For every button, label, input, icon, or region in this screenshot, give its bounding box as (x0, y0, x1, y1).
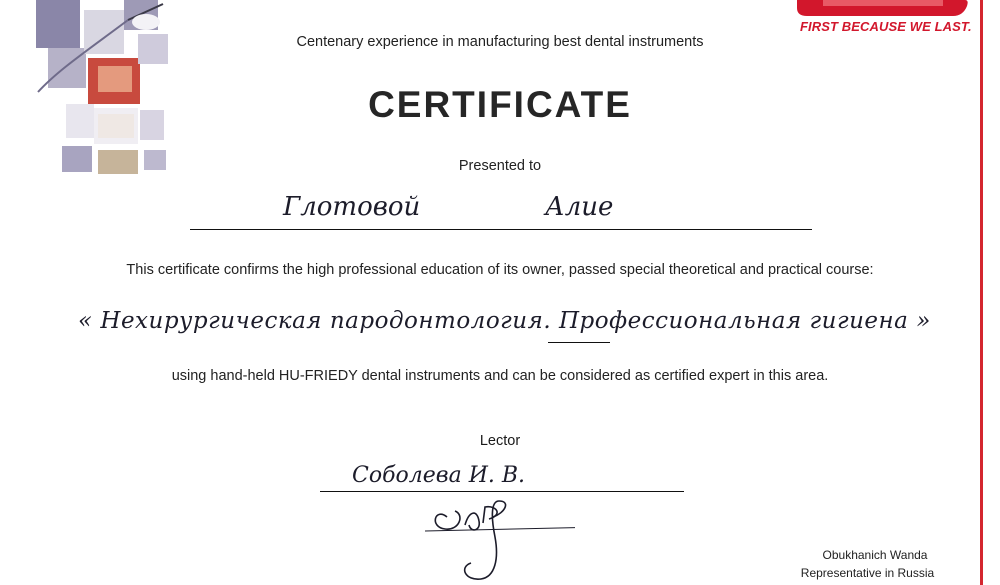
lector-label: Lector (479, 433, 521, 449)
course-underline (548, 342, 610, 343)
closing-text: using hand-held HU-FRIEDY dental instruments and can be considered as certified expert in this area. (171, 368, 829, 384)
hu-friedy-logo (793, 0, 969, 16)
presented-to-label: Presented to (458, 158, 542, 174)
representative-name: Obukhanich Wanda (822, 548, 928, 562)
recipient-given-name-handwritten: Алие (545, 192, 614, 222)
recipient-surname-handwritten: Глотовой (283, 192, 421, 222)
representative-role: Representative in Russia (800, 566, 935, 580)
course-name-handwritten: « Нехирургическая пародонтология. Профессиональная гигиена » (78, 308, 931, 334)
certificate-title: CERTIFICATE (368, 84, 632, 125)
confirmation-text: This certificate confirms the high professional education of its owner, passed special theoretical and practical course: (126, 262, 874, 278)
brand-tagline: FIRST BECAUSE WE LAST. (800, 19, 972, 34)
lector-signature (425, 487, 575, 585)
certificate-subtitle: Centenary experience in manufacturing best dental instruments (296, 34, 704, 50)
lector-name-handwritten: Соболева И. В. (352, 463, 526, 488)
recipient-name-line (190, 229, 812, 230)
